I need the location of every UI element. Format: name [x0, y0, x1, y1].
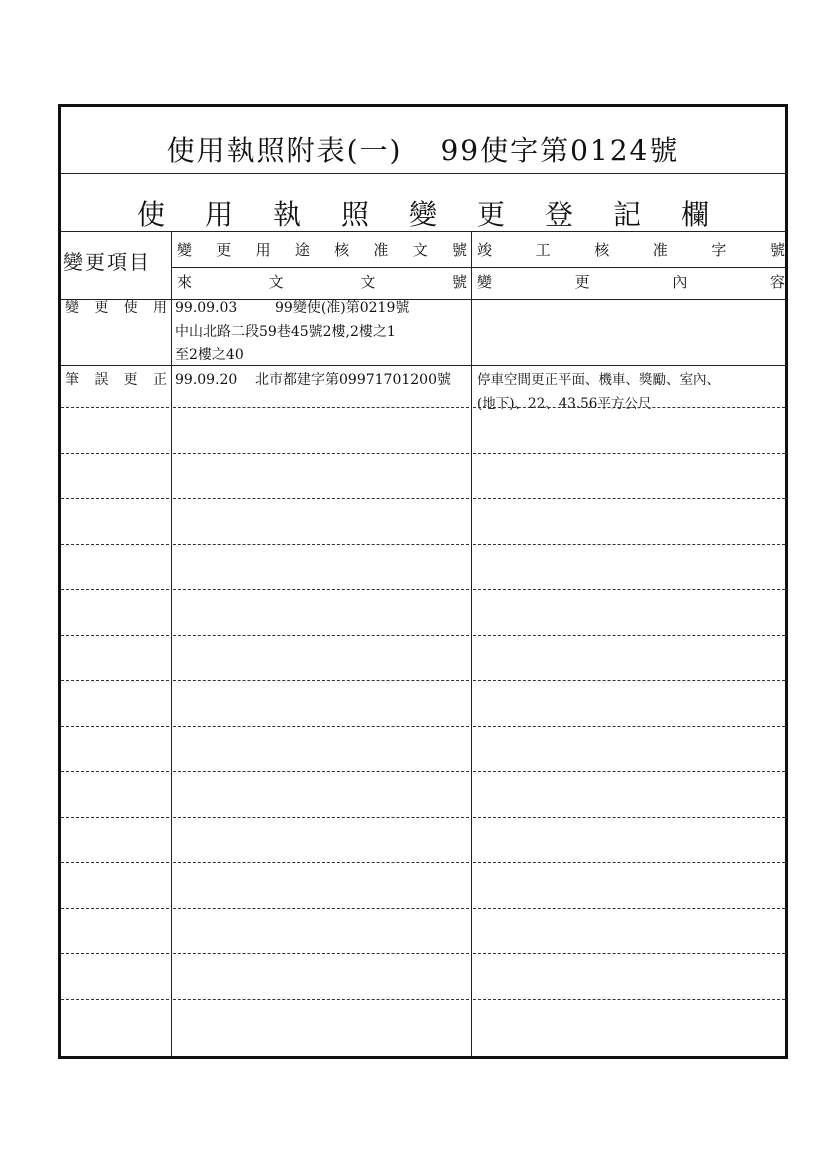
blank-row-line	[173, 999, 469, 1000]
char: 准	[373, 241, 389, 259]
register-title-char: 使	[136, 198, 165, 231]
blank-row-line	[473, 544, 785, 545]
permit-form	[58, 104, 788, 1059]
blank-row-line	[473, 635, 785, 636]
blank-row-line	[61, 680, 169, 681]
register-title	[61, 193, 785, 233]
char: 更	[574, 273, 590, 291]
column-divider	[471, 231, 472, 1056]
register-title-char: 照	[340, 198, 369, 231]
blank-row-line	[173, 726, 469, 727]
blank-row-line	[61, 953, 169, 954]
row1-address-line1: 中山北路二段59巷45號2樓,2樓之1	[175, 324, 396, 340]
blank-row-line	[173, 680, 469, 681]
char: 核	[334, 241, 350, 259]
blank-row-line	[173, 771, 469, 772]
divider	[61, 365, 785, 366]
blank-row-line	[173, 498, 469, 499]
header-item: 變更項目	[63, 250, 151, 274]
divider	[61, 299, 785, 300]
blank-row-line	[473, 908, 785, 909]
blank-row-line	[173, 862, 469, 863]
divider	[171, 267, 785, 268]
blank-row-line	[173, 817, 469, 818]
header-completion-no	[477, 239, 785, 261]
char: 途	[294, 241, 310, 259]
blank-row-line	[173, 953, 469, 954]
char: 誤	[94, 372, 109, 388]
row2-content-line2: (地下)、22、43.56平方公尺	[477, 396, 652, 412]
row1-item	[65, 297, 167, 319]
header-source-doc	[177, 271, 467, 293]
blank-row-line	[173, 635, 469, 636]
blank-row-line	[61, 635, 169, 636]
row1-doc: 99變使(准)第0219號	[275, 300, 410, 316]
register-title-char: 執	[272, 198, 301, 231]
blank-row-line	[473, 726, 785, 727]
row1-address-line2: 至2樓之40	[175, 347, 244, 363]
blank-row-line	[61, 771, 169, 772]
blank-row-line	[61, 407, 169, 408]
blank-row-line	[473, 771, 785, 772]
blank-row-line	[61, 453, 169, 454]
blank-row-line	[61, 999, 169, 1000]
char: 竣	[477, 241, 493, 259]
header-approval-doc	[177, 239, 467, 261]
row2-doc: 北市都建字第09971701200號	[255, 372, 451, 388]
char: 內	[672, 273, 688, 291]
char: 更	[216, 241, 232, 259]
blank-row-line	[61, 544, 169, 545]
divider	[61, 231, 785, 232]
form-title	[61, 129, 785, 169]
blank-row-line	[473, 862, 785, 863]
blank-row-line	[173, 908, 469, 909]
blank-row-line	[173, 544, 469, 545]
char: 變	[177, 241, 193, 259]
register-title-char: 更	[476, 198, 505, 231]
row1-date: 99.09.03	[175, 300, 238, 316]
register-title-char: 變	[408, 198, 437, 231]
blank-row-line	[473, 453, 785, 454]
char: 工	[535, 241, 551, 259]
column-divider	[171, 231, 172, 1056]
char: 正	[152, 372, 167, 388]
char: 文	[412, 241, 428, 259]
register-title-char: 登	[544, 198, 573, 231]
divider	[61, 173, 785, 174]
char: 使	[123, 300, 138, 316]
row2-item	[65, 369, 167, 391]
blank-row-line	[473, 407, 785, 408]
char: 准	[652, 241, 668, 259]
char: 筆	[65, 372, 79, 388]
blank-row-line	[473, 953, 785, 954]
blank-row-line	[61, 908, 169, 909]
blank-row-line	[61, 726, 169, 727]
form-title-main: 使用執照附表(一)	[166, 134, 403, 167]
register-title-char: 用	[204, 198, 233, 231]
char: 來	[177, 273, 193, 291]
char: 文	[268, 273, 284, 291]
blank-row-line	[473, 589, 785, 590]
row2-date: 99.09.20	[175, 372, 238, 388]
blank-row-line	[173, 407, 469, 408]
char: 變	[477, 273, 493, 291]
blank-row-line	[61, 589, 169, 590]
char: 用	[255, 241, 271, 259]
blank-row-line	[61, 498, 169, 499]
row2-content-line1: 停車空間更正平面、機車、獎勵、室內、	[477, 372, 720, 388]
blank-row-line	[473, 817, 785, 818]
permit-number: 99使字第0124號	[440, 134, 680, 167]
blank-row-line	[473, 498, 785, 499]
char: 號	[769, 241, 785, 259]
char: 用	[152, 300, 167, 316]
char: 文	[360, 273, 376, 291]
register-title-char: 欄	[680, 198, 709, 231]
blank-row-line	[173, 453, 469, 454]
char: 變	[65, 300, 79, 316]
char: 更	[123, 372, 138, 388]
blank-row-line	[61, 862, 169, 863]
char: 號	[451, 273, 467, 291]
char: 字	[711, 241, 727, 259]
blank-row-line	[473, 680, 785, 681]
register-title-char: 記	[612, 198, 641, 231]
header-change-content	[477, 271, 785, 293]
blank-row-line	[173, 589, 469, 590]
char: 容	[769, 273, 785, 291]
blank-row-line	[473, 999, 785, 1000]
char: 號	[451, 241, 467, 259]
char: 核	[594, 241, 610, 259]
blank-row-line	[61, 817, 169, 818]
char: 更	[94, 300, 109, 316]
